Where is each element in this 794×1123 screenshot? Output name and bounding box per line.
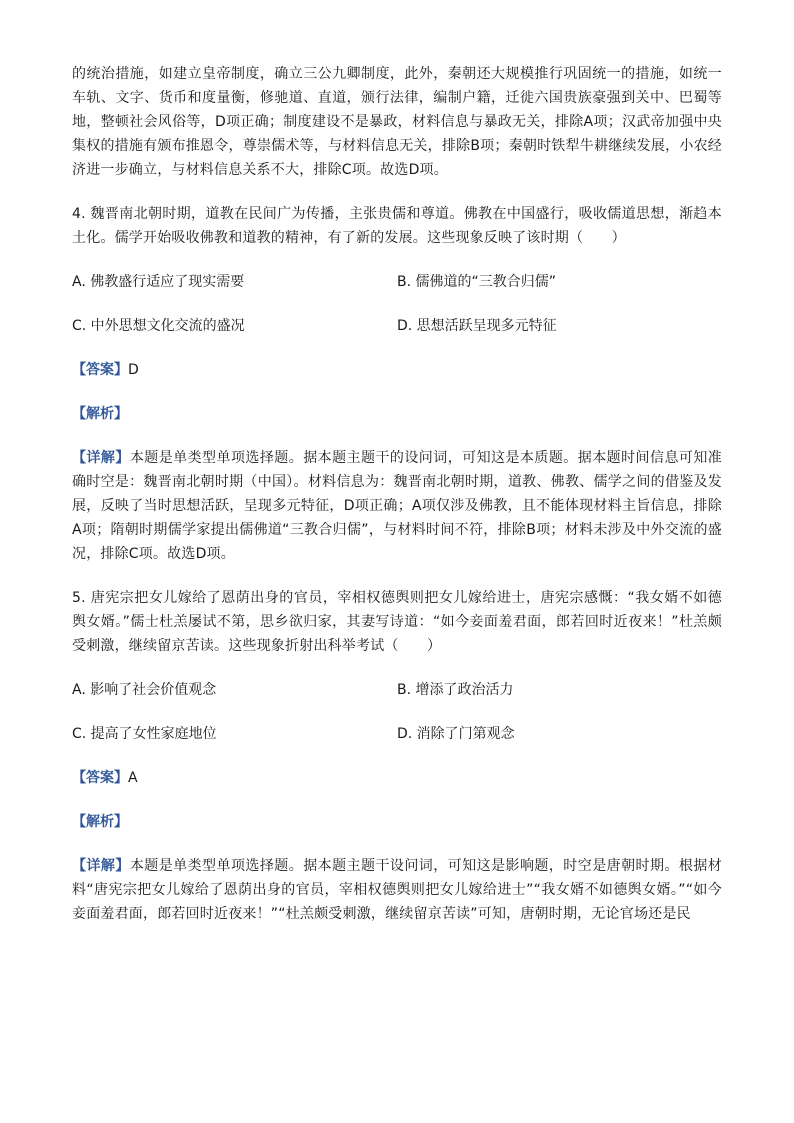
question-4-answer	[72, 358, 722, 382]
question-5-option-d: D. 消除了门第观念	[397, 726, 515, 742]
question-4-option-a: A. 佛教盛行适应了现实需要	[72, 274, 245, 290]
answer-tag: 【答案】	[72, 770, 128, 786]
question-4-option-d: D. 思想活跃呈现多元特征	[397, 318, 557, 334]
question-5-option-b: B. 增添了政治活力	[397, 682, 514, 698]
detail-text: 本题是单类型单项选择题。据本题主题干设问词，可知这是影响题，时空是唐朝时期。根据材料“唐宪宗把女儿嫁给了恩荫出身的官员，宰相权德舆则把女儿嫁给进士”“我女婿不如德舆女婿。”“如今妾面羞君面，郎若回时近夜来！”“杜羔颇受刺激，继续留京苦读”可知，唐朝时期，无论官场还是民	[72, 858, 722, 922]
answer-tag: 【答案】	[72, 362, 128, 378]
question-5-answer	[72, 766, 722, 790]
question-5-analysis	[72, 810, 722, 834]
answer-value: A	[128, 770, 138, 786]
question-5-option-c: C. 提高了女性家庭地位	[72, 726, 217, 742]
analysis-tag: 【解析】	[72, 406, 128, 422]
question-4	[72, 202, 722, 566]
question-4-stem: 4. 魏晋南北朝时期，道教在民间广为传播，主张贵儒和尊道。佛教在中国盛行，吸收儒道思想，渐趋本土化。儒学开始吸收佛教和道教的精神，有了新的发展。这些现象反映了该时期（ ）	[72, 206, 722, 246]
question-5-option-a: A. 影响了社会价值观念	[72, 682, 217, 698]
question-4-analysis	[72, 402, 722, 426]
question-4-detail	[72, 446, 722, 566]
question-4-option-c: C. 中外思想文化交流的盛况	[72, 318, 245, 334]
detail-tag: 【详解】	[72, 450, 130, 466]
question-4-options-row-2	[72, 314, 722, 338]
question-5-options-row-2	[72, 722, 722, 746]
question-5-stem: 5. 唐宪宗把女儿嫁给了恩荫出身的官员，宰相权德舆则把女儿嫁给进士，唐宪宗感慨：“我女婿不如德舆女婿。”儒士杜羔屡试不第，思乡欲归家，其妻写诗道：“如今妾面羞君面，郎若回时近夜来！”杜羔颇受刺激，继续留京苦读。这些现象折射出科举考试（ ）	[72, 590, 722, 654]
question-5-options-row-1	[72, 678, 722, 702]
detail-text: 本题是单类型单项选择题。据本题主题干的设问词，可知这是本质题。据本题时间信息可知准确时空是：魏晋南北朝时期（中国）。材料信息为：魏晋南北朝时期，道教、佛教、儒学之间的借鉴及发展，反映了当时思想活跃，呈现多元特征，D项正确；A项仅涉及佛教，且不能体现材料主旨信息，排除A项；隋朝时期儒学家提出儒佛道“三教合归儒”，与材料时间不符，排除B项；材料未涉及中外交流的盛况，排除C项。故选D项。	[72, 450, 722, 562]
detail-tag: 【详解】	[72, 858, 130, 874]
analysis-tag: 【解析】	[72, 814, 128, 830]
question-4-options-row-1	[72, 270, 722, 294]
intro-paragraph: 的统治措施，如建立皇帝制度，确立三公九卿制度，此外，秦朝还大规模推行巩固统一的措施，如统一车轨、文字、货币和度量衡，修驰道、直道，颁行法律，编制户籍，迁徙六国贵族豪强到关中、巴蜀等地，整顿社会风俗等，D项正确；制度建设不是暴政，材料信息与暴政无关，排除A项；汉武帝加强中央集权的措施有颁布推恩令，尊崇儒术等，与材料信息无关，排除B项；秦朝时铁犁牛耕继续发展，小农经济进一步确立，与材料信息关系不大，排除C项。故选D项。	[72, 66, 722, 178]
document-page	[72, 62, 722, 926]
question-5	[72, 586, 722, 926]
question-4-option-b: B. 儒佛道的“三教合归儒”	[397, 274, 557, 290]
answer-value: D	[128, 362, 139, 378]
question-5-detail	[72, 854, 722, 926]
